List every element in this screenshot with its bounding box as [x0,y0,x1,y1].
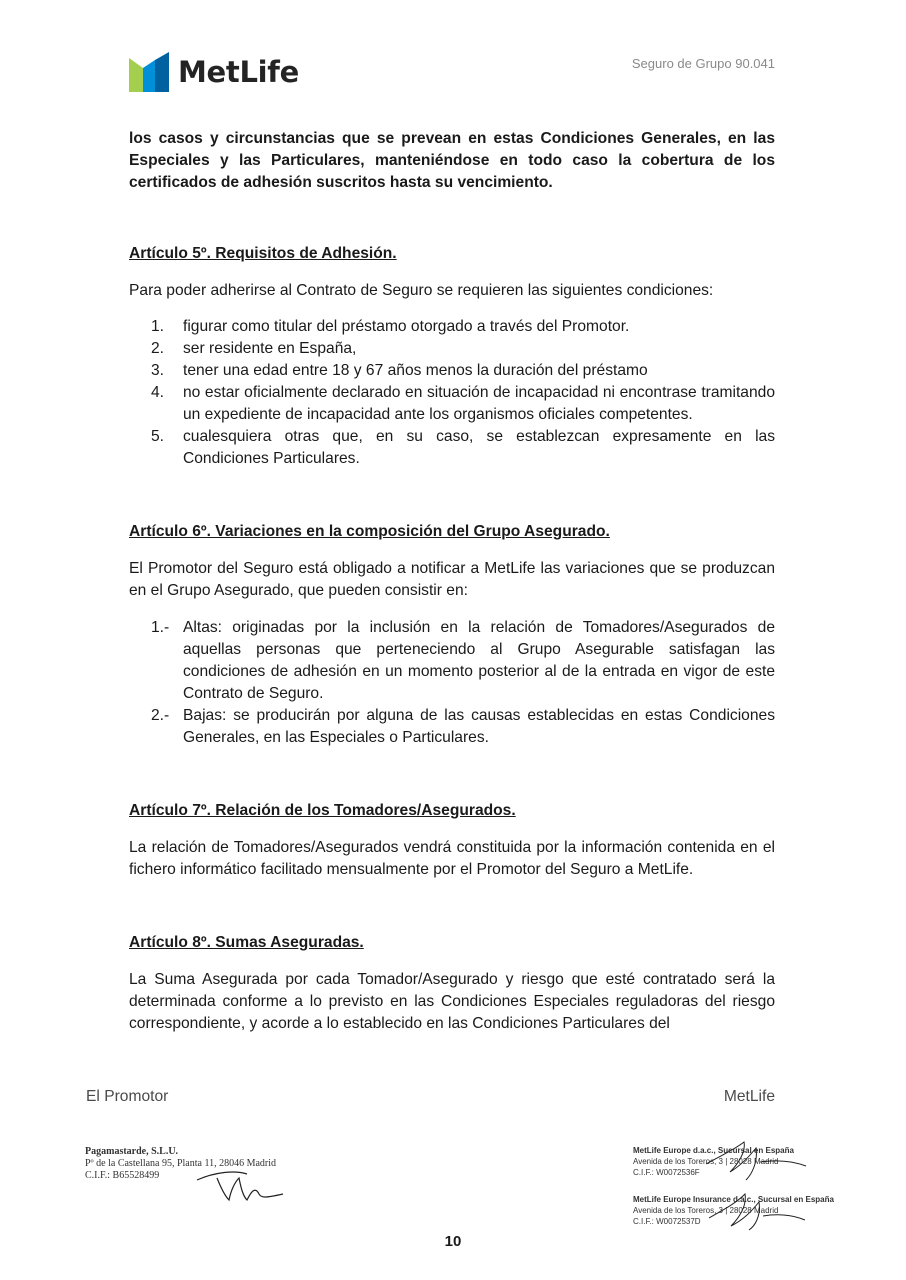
list-text: no estar oficialmente declarado en situación de incapacidad ni encontrase tramitando un expediente de incapacidad ante los organismos oficiales competentes. [183,384,775,423]
metlife-logo [129,52,299,92]
article-7-text: La relación de Tomadores/Asegurados vendrá constituida por la información contenida en el fichero informático facilitado mensualmente por el Promotor del Seguro a MetLife. [129,839,775,878]
list-item [129,338,775,360]
list-item [129,705,775,749]
list-text: figurar como titular del préstamo otorgado a través del Promotor. [183,318,630,335]
promotor-cif: C.I.F.: B65528499 [85,1170,160,1181]
article-5-title: Artículo 5º. Requisitos de Adhesión. [129,245,397,262]
metlife-insurance-address: Avenida de los Toreros, 3 | 28028 Madrid [633,1206,779,1215]
list-number: 1. [151,318,165,335]
metlife-signature-bottom-icon [705,1188,810,1232]
article-8-title: Artículo 8º. Sumas Aseguradas. [129,934,364,951]
promotor-signature-icon [195,1168,285,1208]
list-number: 5. [151,428,165,445]
page-number: 10 [444,1233,462,1250]
list-text: cualesquiera otras que, en su caso, se establezcan expresamente en las Condiciones Particulares. [183,428,775,467]
article-8-text: La Suma Asegurada por cada Tomador/Asegurado y riesgo que esté contratado será la determinada conforme a lo previsto en las Condiciones Especiales reguladoras del riesgo correspondiente, y acorde a lo establecido en las Condiciones Particulares del [129,971,775,1032]
promotor-address: Pº de la Castellana 95, Planta 11, 28046 Madrid [85,1158,277,1169]
article-6-list [129,617,775,749]
list-number: 2. [151,340,165,357]
footer-metlife-label: MetLife [723,1088,775,1105]
list-item [129,617,775,705]
list-text: tener una edad entre 18 y 67 años menos la duración del préstamo [183,362,648,379]
footer-promotor-label: El Promotor [86,1088,169,1105]
logo-wordmark: MetLife [178,55,299,89]
metlife-insurance-cif: C.I.F.: W0072537D [633,1217,701,1226]
article-6-title: Artículo 6º. Variaciones en la composición del Grupo Asegurado. [129,523,610,540]
list-text: ser residente en España, [183,340,357,357]
article-5-lead: Para poder adherirse al Contrato de Seguro se requieren las siguientes condiciones: [129,282,714,299]
list-item [129,382,775,426]
metlife-europe-address: Avenida de los Toreros, 3 | 28028 Madrid [633,1157,779,1166]
article-7-title: Artículo 7º. Relación de los Tomadores/Asegurados. [129,802,516,819]
metlife-europe-name: MetLife Europe d.a.c., Sucursal en España [633,1146,794,1155]
intro-paragraph: los casos y circunstancias que se prevean en estas Condiciones Generales, en las Especiales y las Particulares, manteniéndose en todo caso la cobertura de los certificados de adhesión suscritos hasta su vencimiento. [129,130,775,191]
list-text: Altas: originadas por la inclusión en la relación de Tomadores/Asegurados de aquellas personas que perteneciendo al Grupo Asegurable satisfagan las condiciones de adhesión en un momento posterior al de la entrada en vigor de este Contrato de Seguro. [183,619,775,702]
list-number: 1.- [151,619,170,636]
article-5-list [129,316,775,470]
metlife-insurance-name: MetLife Europe Insurance d.a.c., Sucursal en España [633,1195,834,1204]
list-number: 3. [151,362,165,379]
metlife-signature-top-icon [700,1136,810,1184]
document-reference: Seguro de Grupo 90.041 [631,56,775,71]
list-item [129,360,775,382]
promotor-name: Pagamastarde, S.L.U. [85,1146,179,1157]
list-number: 4. [151,384,165,401]
article-6-lead: El Promotor del Seguro está obligado a notificar a MetLife las variaciones que se produzcan en el Grupo Asegurado, que pueden consistir en: [129,560,775,599]
list-item [129,316,775,338]
metlife-logo-icon [129,52,169,92]
document-body [129,128,775,1035]
list-item [129,426,775,470]
metlife-europe-cif: C.I.F.: W0072536F [633,1168,700,1177]
list-number: 2.- [151,707,170,724]
list-text: Bajas: se producirán por alguna de las causas establecidas en estas Condiciones Generales, en las Especiales o Particulares. [183,707,775,746]
